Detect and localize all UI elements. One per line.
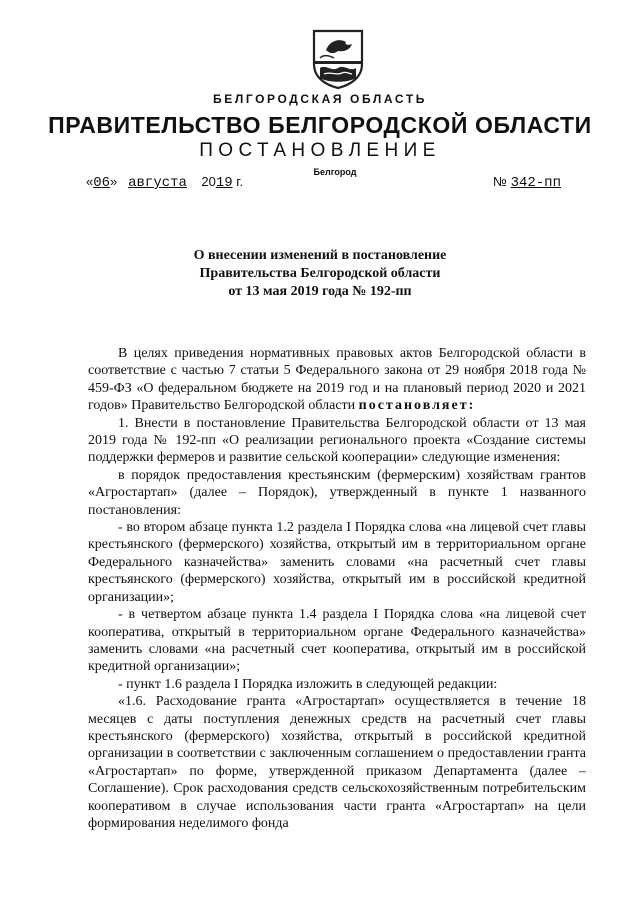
paragraph-preamble: [88, 345, 586, 415]
paragraph-item-1: 1. Внести в постановление Правительства Белгородской области от 13 мая 2019 года № 192-пп «О реализации регионального проекта «Создание системы поддержки фермеров и развитие сельской кооперации» следующие изменения:: [88, 415, 586, 466]
region-name: БЕЛГОРОДСКАЯ ОБЛАСТЬ: [213, 92, 427, 106]
paragraph-new-1-6: «1.6. Расходование гранта «Агростартап» осуществляется в течение 18 месяцев с даты поступления денежных средств на расчетный счет главы крестьянского (фермерского) хозяйства, открытый в российской кредитной организации в соответствии с заключенным соглашением о предоставлении гранта «Агростартап» по форме, утвержденной приказом Департамента (далее – Соглашение). Срок расходования средств сельскохозяйственным потребительским кооперативом в случае использования части гранта «Агростартап» на цели формирования неделимого фонда: [88, 694, 586, 831]
number-value: 342-пп: [510, 175, 561, 191]
preamble-text: В целях приведения нормативных правовых актов Белгородской области в соответствие с частью 7 статьи 5 Федерального закона от 29 ноября 2018 года № 459-ФЗ «О федеральном бюджете на 2019 год и на плановый период 2020 и 2021 годов» Правительство Белгородской области: [88, 346, 586, 414]
decree-date: [86, 174, 243, 191]
date-close-quote: »: [110, 174, 118, 189]
government-name: ПРАВИТЕЛЬСТВО БЕЛГОРОДСКОЙ ОБЛАСТИ: [48, 112, 592, 138]
document-type: ПОСТАНОВЛЕНИЕ: [199, 140, 441, 161]
title-line-3: от 13 мая 2019 года № 192-пп: [228, 284, 412, 299]
resolves-emphasis: постановляет:: [358, 398, 476, 414]
date-day: 06: [93, 175, 111, 191]
paragraph-change-1-4: - в четвертом абзаце пункта 1.4 раздела I Порядка слова «на лицевой счет кооператива, открытый в территориальном органе Федерального казначейства» заменить словами «на расчетный счет кооператива, открытый им в российской кредитной организации»;: [88, 607, 586, 675]
date-open-quote: «: [86, 174, 94, 189]
paragraph-change-1-2: - во втором абзаце пункта 1.2 раздела I Порядка слова «на лицевой счет главы крестьянского (фермерского) хозяйства, открытый им в территориальном органе Федерального казначейства» заменить словами «на расчетный счет главы крестьянского (фермерского) хозяйства, открытый им в российской кредитной организации»;: [88, 520, 586, 605]
document-body: [88, 345, 586, 832]
decree-number: [493, 174, 561, 191]
document-title: [0, 247, 640, 301]
date-year-prefix: 20: [201, 174, 216, 189]
number-label: №: [493, 174, 507, 189]
date-year-suffix: 19: [215, 175, 233, 191]
paragraph-change-1-6: - пункт 1.6 раздела I Порядка изложить в следующей редакции:: [118, 676, 498, 692]
paragraph-procedure: в порядок предоставления крестьянским (фермерским) хозяйствам грантов «Агростартап» (далее – Порядок), утвержденный в пункте 1 названного постановления:: [88, 467, 586, 518]
date-year-abbrev: г.: [236, 174, 244, 189]
coat-of-arms-emblem: [310, 28, 366, 90]
city-name: Белгород: [313, 167, 357, 177]
date-month: августа: [128, 175, 187, 191]
title-line-1: О внесении изменений в постановление: [193, 248, 447, 263]
title-line-2: Правительства Белгородской области: [199, 266, 441, 281]
